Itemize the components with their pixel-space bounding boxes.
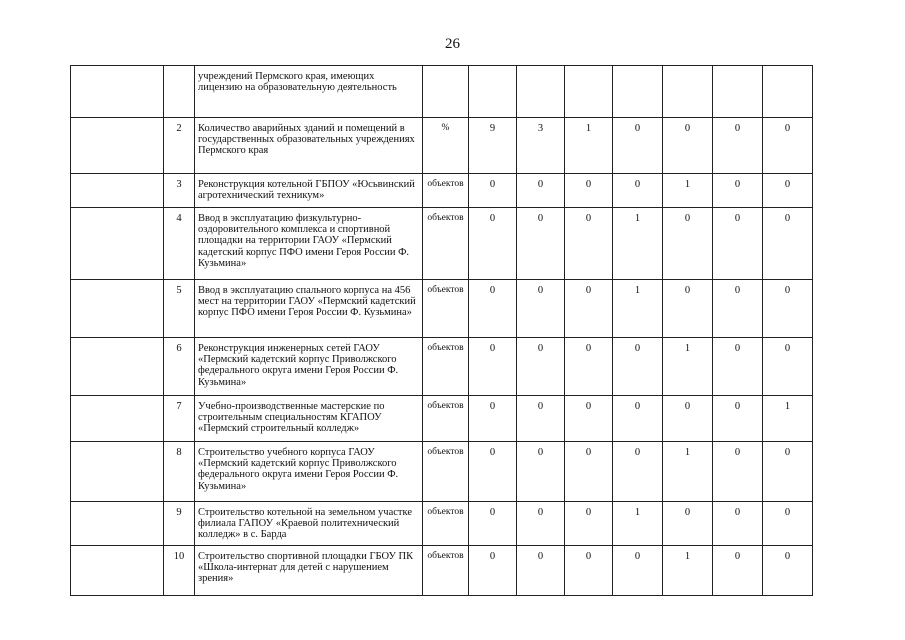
row-number: 4 [164, 208, 195, 280]
value-cell: 0 [663, 118, 713, 174]
value-cell [763, 66, 813, 118]
value-cell [469, 66, 517, 118]
value-cell: 0 [763, 546, 813, 596]
indicator-name: учреждений Пермского края, имеющих лицензию на образовательную деятельность [195, 66, 423, 118]
value-cell: 0 [517, 442, 565, 502]
value-cell: 0 [763, 502, 813, 546]
table-row [71, 280, 813, 338]
unit-cell: объектов [423, 502, 469, 546]
program-cell [71, 396, 164, 442]
value-cell: 0 [713, 546, 763, 596]
table-body [71, 66, 813, 596]
value-cell: 0 [469, 280, 517, 338]
value-cell [517, 66, 565, 118]
value-cell: 0 [713, 502, 763, 546]
value-cell: 9 [469, 118, 517, 174]
indicator-name: Строительство котельной на земельном участке филиала ГАПОУ «Краевой политехнический колледж» в с. Барда [195, 502, 423, 546]
value-cell: 0 [613, 442, 663, 502]
row-number: 3 [164, 174, 195, 208]
program-cell [71, 118, 164, 174]
value-cell: 0 [469, 546, 517, 596]
indicator-name: Учебно-производственные мастерские по строительным специальностям КГАПОУ «Пермский строительный колледж» [195, 396, 423, 442]
unit-cell: % [423, 118, 469, 174]
row-number: 10 [164, 546, 195, 596]
value-cell: 0 [763, 174, 813, 208]
row-number: 7 [164, 396, 195, 442]
value-cell: 0 [517, 280, 565, 338]
unit-cell: объектов [423, 280, 469, 338]
value-cell: 1 [663, 338, 713, 396]
value-cell [565, 66, 613, 118]
program-cell [71, 66, 164, 118]
row-number: 8 [164, 442, 195, 502]
program-cell [71, 208, 164, 280]
row-number: 9 [164, 502, 195, 546]
value-cell: 0 [613, 338, 663, 396]
row-number: 6 [164, 338, 195, 396]
table-row [71, 546, 813, 596]
unit-cell [423, 66, 469, 118]
value-cell: 0 [763, 338, 813, 396]
indicator-name: Ввод в эксплуатацию спального корпуса на 456 мест на территории ГАОУ «Пермский кадетский корпус ПФО имени Героя России Ф. Кузьмина» [195, 280, 423, 338]
value-cell: 1 [613, 280, 663, 338]
unit-cell: объектов [423, 396, 469, 442]
value-cell: 0 [517, 338, 565, 396]
value-cell: 0 [565, 502, 613, 546]
table-row [71, 396, 813, 442]
value-cell: 0 [517, 208, 565, 280]
indicator-name: Строительство учебного корпуса ГАОУ «Пермский кадетский корпус Приволжского федерального округа имени Героя России Ф. Кузьмина» [195, 442, 423, 502]
value-cell: 0 [565, 280, 613, 338]
value-cell: 0 [663, 208, 713, 280]
value-cell: 0 [713, 118, 763, 174]
value-cell: 0 [469, 396, 517, 442]
value-cell: 0 [713, 338, 763, 396]
value-cell: 1 [663, 442, 713, 502]
value-cell: 0 [517, 174, 565, 208]
value-cell: 0 [763, 118, 813, 174]
value-cell: 0 [613, 546, 663, 596]
table-row [71, 118, 813, 174]
value-cell: 0 [763, 208, 813, 280]
value-cell: 0 [613, 174, 663, 208]
unit-cell: объектов [423, 208, 469, 280]
value-cell: 1 [763, 396, 813, 442]
row-number: 5 [164, 280, 195, 338]
table-row [71, 442, 813, 502]
value-cell: 0 [565, 442, 613, 502]
program-cell [71, 174, 164, 208]
value-cell: 3 [517, 118, 565, 174]
value-cell: 1 [663, 546, 713, 596]
value-cell: 0 [713, 442, 763, 502]
value-cell: 0 [565, 338, 613, 396]
table-row [71, 208, 813, 280]
table-row [71, 174, 813, 208]
program-cell [71, 280, 164, 338]
indicator-name: Реконструкция инженерных сетей ГАОУ «Пермский кадетский корпус Приволжского федерального округа имени Героя России Ф. Кузьмина» [195, 338, 423, 396]
value-cell: 0 [469, 338, 517, 396]
value-cell: 0 [565, 396, 613, 442]
value-cell: 0 [565, 546, 613, 596]
value-cell: 0 [613, 396, 663, 442]
value-cell [613, 66, 663, 118]
value-cell: 0 [517, 396, 565, 442]
indicator-name: Ввод в эксплуатацию физкультурно-оздоровительного комплекса и спортивной площадки на территории ГАОУ «Пермский кадетский корпус ПФО имени Героя России Ф. Кузьмина» [195, 208, 423, 280]
value-cell: 0 [565, 174, 613, 208]
program-cell [71, 502, 164, 546]
value-cell: 0 [469, 442, 517, 502]
value-cell: 0 [663, 502, 713, 546]
value-cell: 0 [663, 280, 713, 338]
value-cell [663, 66, 713, 118]
row-number [164, 66, 195, 118]
value-cell: 1 [613, 208, 663, 280]
value-cell: 1 [613, 502, 663, 546]
value-cell: 0 [713, 174, 763, 208]
table-row [71, 502, 813, 546]
value-cell: 1 [565, 118, 613, 174]
value-cell: 0 [713, 280, 763, 338]
program-cell [71, 442, 164, 502]
value-cell: 0 [613, 118, 663, 174]
unit-cell: объектов [423, 442, 469, 502]
value-cell: 0 [469, 174, 517, 208]
indicator-name: Количество аварийных зданий и помещений в государственных образовательных учреждениях Пермского края [195, 118, 423, 174]
value-cell: 0 [663, 396, 713, 442]
page-number: 26 [445, 36, 460, 52]
table-row [71, 338, 813, 396]
unit-cell: объектов [423, 174, 469, 208]
value-cell: 1 [663, 174, 713, 208]
value-cell: 0 [763, 442, 813, 502]
value-cell [713, 66, 763, 118]
value-cell: 0 [713, 208, 763, 280]
program-cell [71, 546, 164, 596]
indicators-table [70, 65, 813, 596]
indicator-name: Реконструкция котельной ГБПОУ «Юсьвинский агротехнический техникум» [195, 174, 423, 208]
row-number: 2 [164, 118, 195, 174]
program-cell [71, 338, 164, 396]
value-cell: 0 [517, 502, 565, 546]
value-cell: 0 [469, 208, 517, 280]
value-cell: 0 [469, 502, 517, 546]
value-cell: 0 [517, 546, 565, 596]
unit-cell: объектов [423, 338, 469, 396]
value-cell: 0 [713, 396, 763, 442]
value-cell: 0 [565, 208, 613, 280]
unit-cell: объектов [423, 546, 469, 596]
indicator-name: Строительство спортивной площадки ГБОУ ПК «Школа-интернат для детей с нарушением зрения» [195, 546, 423, 596]
table-row [71, 66, 813, 118]
value-cell: 0 [763, 280, 813, 338]
